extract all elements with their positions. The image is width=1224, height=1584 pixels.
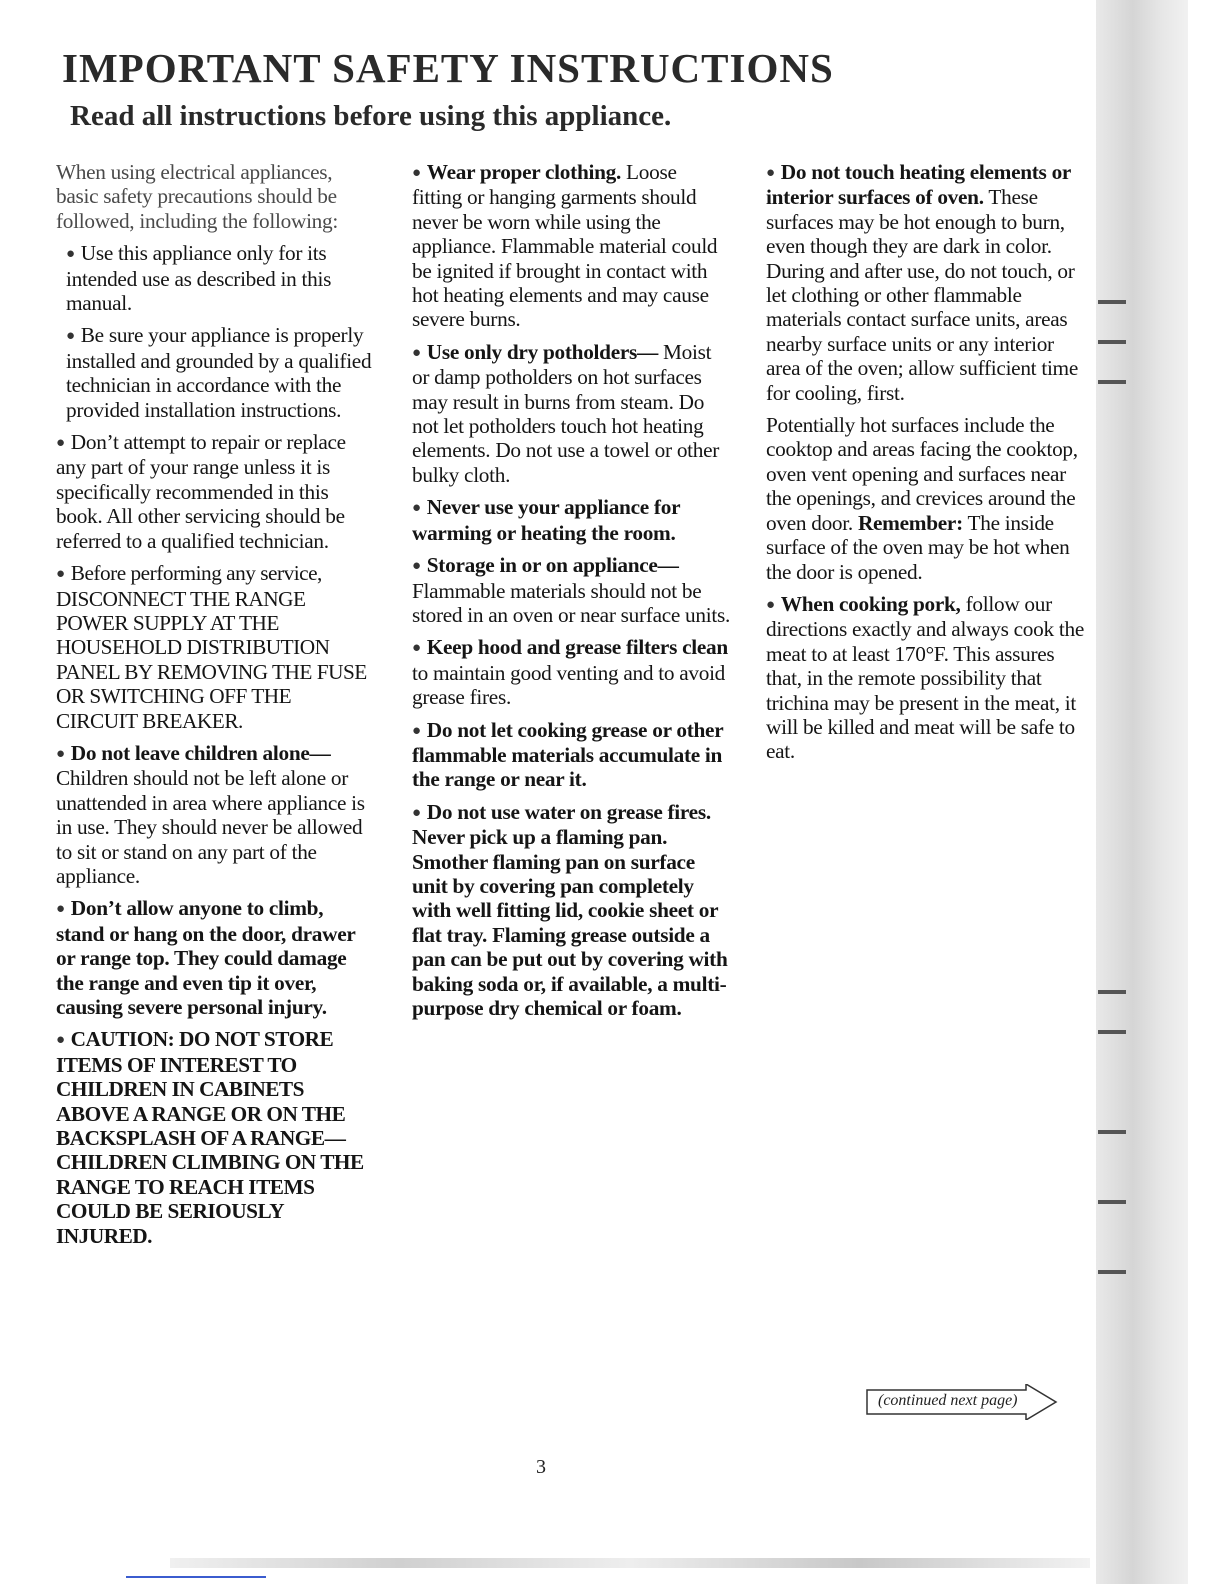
instruction-item: ● Use only dry potholders— Moist or damp potholders on hot surfaces may result in burns from steam. Do not let potholders touch hot heating elements. Do not use a towel or other bulky cloth. <box>412 339 720 487</box>
bullet-icon: ● <box>412 722 421 739</box>
right-column <box>766 160 1084 772</box>
bullet-icon: ● <box>66 328 75 345</box>
scan-mark <box>1098 990 1126 994</box>
scan-mark <box>1098 1030 1126 1034</box>
bullet-icon: ● <box>412 165 421 181</box>
continued-next-page <box>866 1384 1058 1420</box>
scan-mark <box>1098 300 1126 304</box>
bullet-icon: ● <box>412 640 421 657</box>
instruction-item: ● Be sure your appliance is properly installed and grounded by a qualified technician in accordance with the provided installation instructions. <box>66 323 372 422</box>
intro-paragraph: When using electrical appliances, basic safety precautions should be followed, including the following: <box>56 160 338 233</box>
bullet-icon: ● <box>56 1032 65 1049</box>
bullet-icon: ● <box>412 558 421 575</box>
instruction-item: ● Storage in or on appliance— Flammable materials should not be stored in an oven or near surface units. <box>412 553 730 627</box>
bullet-icon: ● <box>56 745 65 762</box>
instruction-item: ● Keep hood and grease filters clean to maintain good venting and to avoid grease fires. <box>412 635 728 710</box>
bullet-icon: ● <box>412 804 421 821</box>
hot-surfaces-paragraph: Potentially hot surfaces include the cooktop and areas facing the cooktop, oven vent opening and surfaces near the openings, and crevices around the oven door. Remember: The inside surface of the oven may be hot when the door is opened. <box>766 413 1078 584</box>
instruction-item: ● Do not leave children alone— Children should not be left alone or unattended in area where appliance is in use. They should never be allowed to sit or stand on any part of the appliance. <box>56 740 365 888</box>
bullet-icon: ● <box>766 165 775 181</box>
bullet-icon: ● <box>56 566 65 583</box>
instruction-item: ● Do not let cooking grease or other flammable materials accumulate in the range or near it. <box>412 717 723 792</box>
scan-mark <box>1098 380 1126 384</box>
instruction-item: ● Don’t allow anyone to climb, stand or hang on the door, drawer or range top. They could damage the range and even tip it over, causing severe personal injury. <box>56 896 356 1019</box>
instruction-item: ● Don’t attempt to repair or replace any part of your range unless it is specifically recommended in this book. All other servicing should be referred to a qualified technician. <box>56 430 346 553</box>
scan-edge-band <box>1096 0 1188 1584</box>
bullet-icon: ● <box>56 901 65 918</box>
bullet-icon: ● <box>66 246 75 263</box>
instruction-item: ● Before performing any service, DISCONNECT THE RANGE POWER SUPPLY AT THE HOUSEHOLD DISTRIBUTION PANEL BY REMOVING THE FUSE OR SWITCHING OFF THE CIRCUIT BREAKER. <box>56 561 367 733</box>
scan-bottom-strip <box>170 1558 1090 1568</box>
middle-column <box>412 160 730 1028</box>
bullet-icon: ● <box>56 435 65 452</box>
page-number: 3 <box>536 1456 546 1478</box>
page-title: IMPORTANT SAFETY INSTRUCTIONS <box>62 45 834 91</box>
caution-item: ● CAUTION: DO NOT STORE ITEMS OF INTEREST TO CHILDREN IN CABINETS ABOVE A RANGE OR ON THE BACKSPLASH OF A RANGE—CHILDREN CLIMBING ON THE RANGE TO REACH ITEMS COULD BE SERIOUSLY INJURED. <box>56 1027 364 1248</box>
bullet-icon: ● <box>766 596 775 613</box>
instruction-item: ● Wear proper clothing. Loose fitting or hanging garments should never be worn while using the appliance. Flammable material could be ignited if brought in contact with hot heating elements and may cause severe burns. <box>412 160 718 332</box>
scan-mark <box>1098 340 1126 344</box>
scan-mark <box>1098 1130 1126 1134</box>
instruction-item: ● Use this appliance only for its intended use as described in this manual. <box>66 241 332 316</box>
instruction-item: ● Never use your appliance for warming or heating the room. <box>412 495 680 545</box>
instruction-item: ● When cooking pork, follow our directions exactly and always cook the meat to at least 170°F. This assures that, in the remote possibility that trichina may be present in the meat, it will be killed and meat will be safe to eat. <box>766 591 1084 764</box>
instruction-item: ● Do not touch heating elements or interior surfaces of oven. These surfaces may be hot enough to burn, even though they are dark in color. During and after use, do not touch, or let clothing or other flammable materials contact surface units, areas nearby surface units or any interior area of the oven; allow sufficient time for cooling, first. <box>766 160 1078 405</box>
scan-blue-line <box>126 1576 266 1578</box>
scan-mark <box>1098 1200 1126 1204</box>
page-subtitle: Read all instructions before using this appliance. <box>70 100 672 132</box>
continued-label: (continued next page) <box>878 1392 1018 1409</box>
instruction-item: ● Do not use water on grease fires. Never pick up a flaming pan. Smother flaming pan on surface unit by covering pan completely with well fitting lid, cookie sheet or flat tray. Flaming grease outside a pan can be put out by covering with baking soda or, if available, a multi-purpose dry chemical or foam. <box>412 799 728 1020</box>
left-column <box>56 160 374 1256</box>
scan-mark <box>1098 1270 1126 1274</box>
bullet-icon: ● <box>412 500 421 517</box>
bullet-icon: ● <box>412 344 421 361</box>
